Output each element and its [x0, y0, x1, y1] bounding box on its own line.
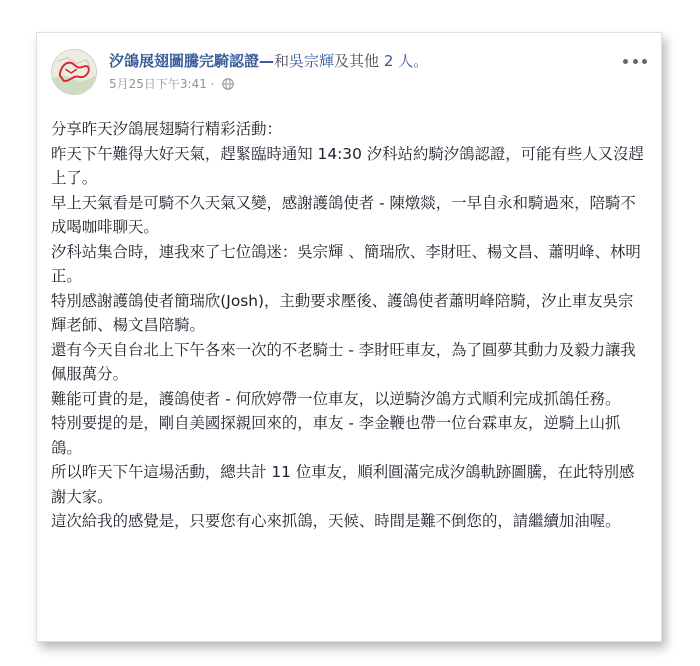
post-paragraph: 昨天下午難得大好天氣，趕緊臨時通知 14:30 汐科站約騎汐鴿認證，可能有些人又沒趕上了。	[51, 144, 644, 187]
more-options-icon[interactable]	[623, 53, 647, 69]
post-meta	[109, 51, 607, 94]
facebook-post-card	[36, 32, 662, 642]
post-timestamp[interactable]: 5月25日下午3:41	[109, 77, 207, 91]
meta-dot: ·	[206, 77, 219, 91]
title-separator: —	[259, 52, 275, 70]
post-paragraph: 難能可貴的是，護鴿使者 - 何欣婷帶一位車友，以逆騎汐鴿方式順利完成抓鴿任務。	[51, 389, 621, 408]
post-paragraph: 還有今天自台北上下午各來一次的不老騎士 - 李財旺車友，為了圓夢其動力及毅力讓我佩服萬分。	[51, 340, 636, 383]
globe-icon[interactable]	[222, 78, 234, 94]
post-header	[51, 49, 647, 101]
others-count-link[interactable]: 2 人	[383, 52, 414, 70]
route-map-thumbnail-icon	[52, 50, 96, 94]
others-text: 及其他	[334, 52, 384, 70]
post-paragraph: 分享昨天汐鴿展翅騎行精彩活動：	[51, 120, 282, 138]
title-trailing: 。	[413, 52, 429, 70]
post-body	[51, 117, 647, 534]
group-avatar[interactable]	[51, 49, 97, 95]
post-paragraph: 特別要提的是，剛自美國探親回來的，車友 - 李金鞭也帶一位台霖車友，逆騎上山抓鴿。	[51, 414, 621, 457]
post-paragraph: 早上天氣看是可騎不久天氣又變，感謝護鴿使者 - 陳燉燚，一早自永和騎過來，陪騎不成喝咖啡聊天。	[51, 193, 636, 236]
with-text: 和	[274, 52, 290, 70]
post-subline	[109, 76, 607, 94]
post-paragraph: 汐科站集合時，連我來了七位鴿迷：吳宗輝 、簡瑞欣、李財旺、楊文昌、蕭明峰、林明正。	[51, 242, 641, 285]
post-title-line	[109, 51, 607, 71]
tagged-person-link[interactable]: 吳宗輝	[289, 52, 335, 70]
post-paragraph: 特別感謝護鴿使者簡瑞欣(Josh)，主動要求壓後、護鴿使者蕭明峰陪騎，汐止車友吳宗輝老師、楊文昌陪騎。	[51, 291, 634, 334]
post-paragraph: 所以昨天下午這場活動，總共計 11 位車友，順利圓滿完成汐鴿軌跡圖騰，在此特別感謝大家。	[51, 463, 635, 506]
group-name-link[interactable]: 汐鴿展翅圖騰完騎認證	[109, 52, 260, 70]
post-paragraph: 這次給我的感覺是，只要您有心來抓鴿，天候、時間是難不倒您的，請繼續加油喔。	[51, 512, 621, 530]
